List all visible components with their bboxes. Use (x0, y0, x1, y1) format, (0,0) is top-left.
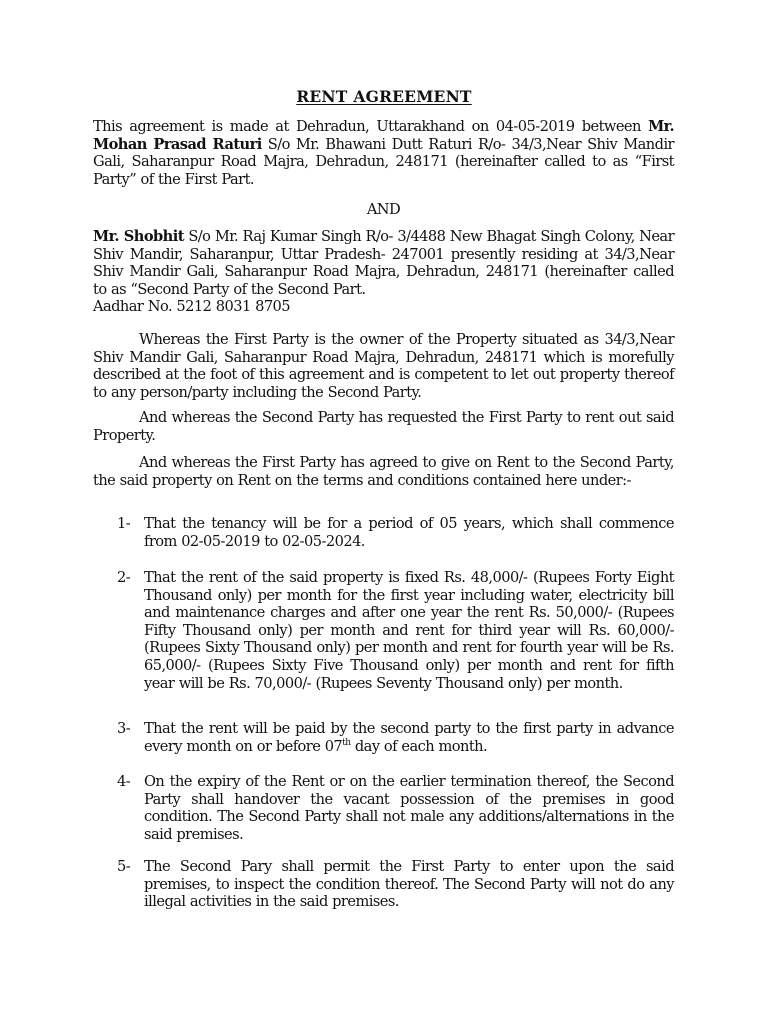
clause-5 (117, 858, 674, 911)
clause-text (144, 720, 674, 755)
and-separator: AND (366, 201, 401, 218)
recital-request: And whereas the Second Party has requested the First Party to rent out said Property. (93, 409, 674, 444)
intro-text-post: S/o Mr. Bhawani Dutt Raturi R/o- 34/3,Near Shiv Mandir Gali, Saharanpur Road Majra, Dehradun, 248171 (hereinafter called to as “First Party” of the First Part. (93, 135, 674, 188)
clause-text: That the rent of the said property is fixed Rs. 48,000/- (Rupees Forty Eight Thousand only) per month for the first year including water, electricity bill and maintenance charges and after one year the rent Rs. 50,000/- (Rupees Fifty Thousand only) per month and rent for third year will Rs. 60,000/- (Rupees Sixty Thousand only) per month and rent for fourth year will be Rs. 65,000/- (Rupees Sixty Five Thousand only) per month and rent for fifth year will be Rs. 70,000/- (Rupees Seventy Thousand only) per month. (144, 569, 674, 692)
ordinal-suffix: th (342, 737, 351, 748)
first-party-name: Mr. Mohan Prasad Raturi (93, 118, 674, 153)
clause-1 (117, 515, 674, 550)
second-party-name: Mr. Shobhit (93, 228, 184, 245)
clause-4 (117, 773, 674, 843)
clause-text: On the expiry of the Rent or on the earlier termination thereof, the Second Party shall handover the vacant possession of the premises in good condition. The Second Party shall not male any additions/alternations in the said premises. (144, 773, 674, 843)
clause-number: 4- (117, 773, 131, 790)
clause-3 (117, 720, 674, 755)
clause-number: 3- (117, 720, 131, 737)
intro-paragraph (93, 118, 674, 188)
clause-number: 1- (117, 515, 131, 532)
clause-text-pre: That the rent will be paid by the second party to the first party in advance every month on or before 07 (144, 720, 674, 755)
recital-owner: Whereas the First Party is the owner of the Property situated as 34/3,Near Shiv Mandir Gali, Saharanpur Road Majra, Dehradun, 248171 which is morefully described at the foot of this agreement and is competent to let out property thereof to any person/party including the Second Party. (93, 331, 674, 401)
clause-number: 5- (117, 858, 131, 875)
clause-number: 2- (117, 569, 131, 586)
clause-2 (117, 569, 674, 692)
second-party-details: S/o Mr. Raj Kumar Singh R/o- 3/4488 New Bhagat Singh Colony, Near Shiv Mandir, Saharanpur, Uttar Pradesh- 247001 presently residing at 34/3,Near Shiv Mandir Gali, Saharanpur Road Majra, Dehradun, 248171 (hereinafter called to as “Second Party of the Second Part. (93, 228, 675, 298)
recital-agreement: And whereas the First Party has agreed to give on Rent to the Second Party, the said property on Rent on the terms and conditions contained here under:- (93, 454, 674, 489)
intro-text-pre: This agreement is made at Dehradun, Uttarakhand on 04-05-2019 between (93, 118, 649, 135)
second-party-paragraph (93, 228, 674, 316)
title-text: RENT AGREEMENT (296, 87, 472, 106)
page-title (0, 88, 768, 106)
clause-text: That the tenancy will be for a period of 05 years, which shall commence from 02-05-2019 to 02-05-2024. (144, 515, 674, 550)
clause-text-post: day of each month. (350, 737, 488, 755)
aadhar-number: Aadhar No. 5212 8031 8705 (93, 298, 291, 316)
clause-text: The Second Pary shall permit the First Party to enter upon the said premises, to inspect the condition thereof. The Second Party will not do any illegal activities in the said premises. (144, 858, 674, 911)
